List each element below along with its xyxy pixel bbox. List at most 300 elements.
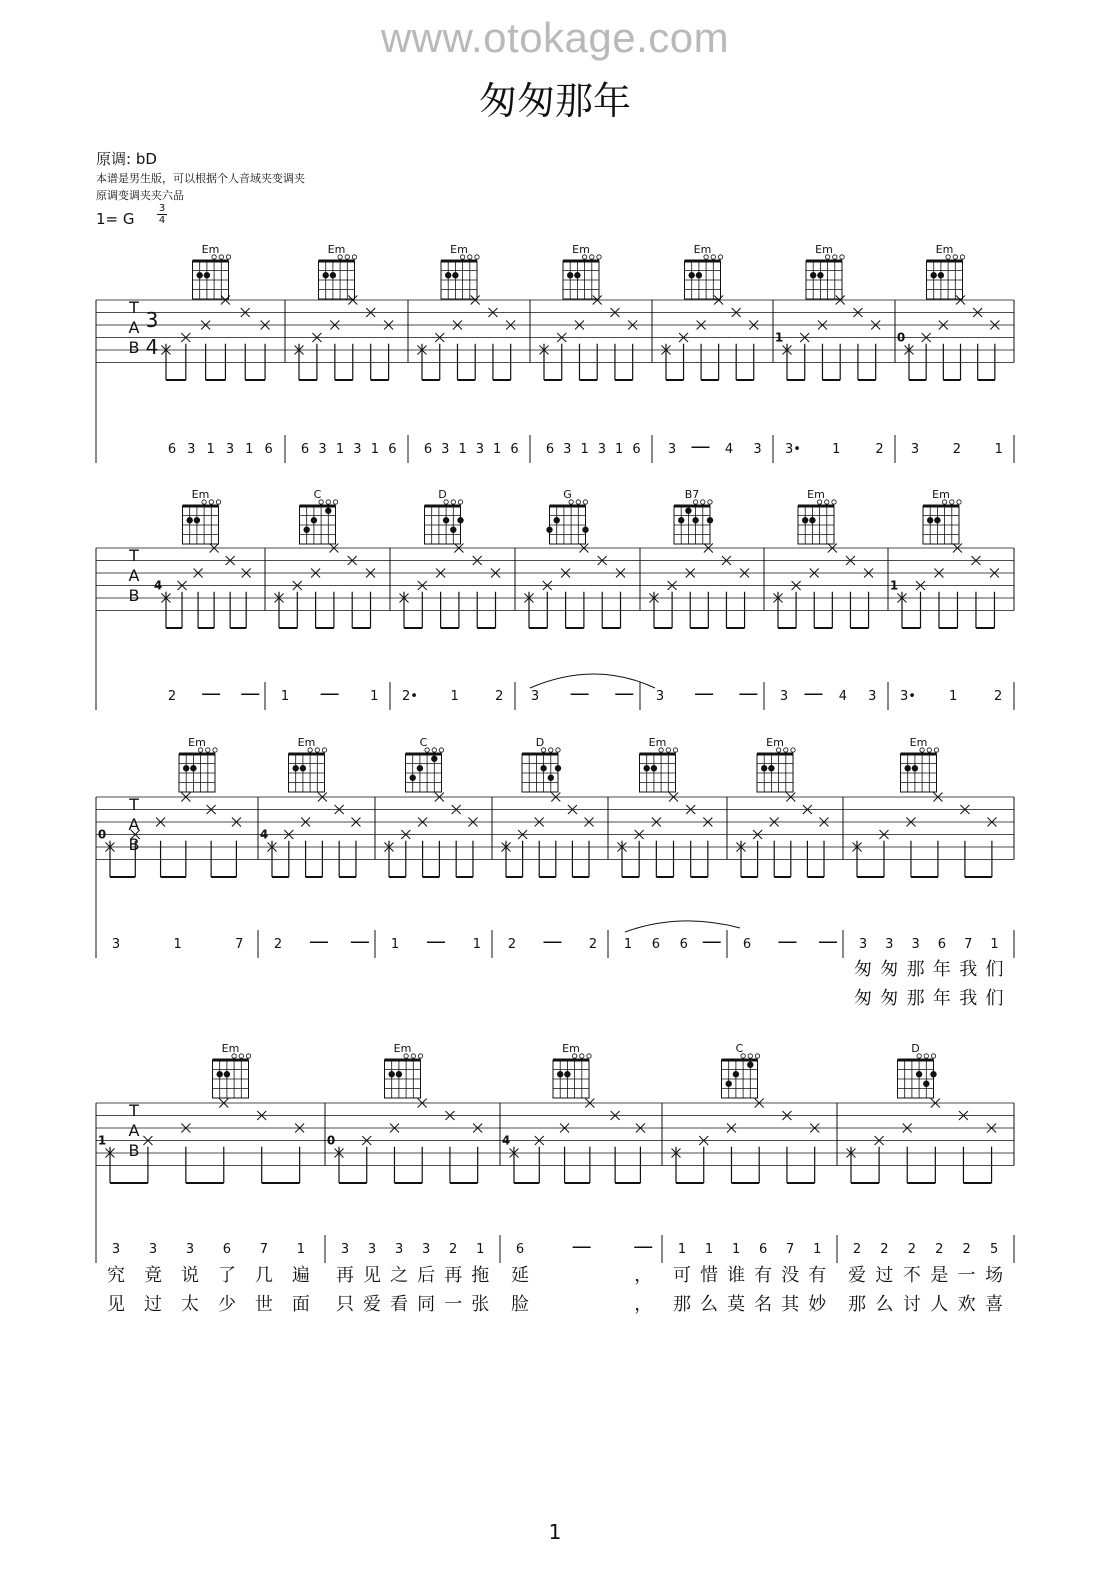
- jianpu-note: 3: [353, 442, 362, 457]
- song-title: 匆匆那年: [478, 79, 631, 123]
- chord-name: Em: [815, 243, 833, 256]
- chord-dot: [452, 272, 458, 278]
- open-string-marker: [345, 255, 349, 259]
- chord-diagram-em: [553, 1042, 591, 1098]
- chord-diagram-em: [563, 243, 601, 299]
- chord-diagram-em: [385, 1042, 423, 1098]
- lyric-char-line-1: 后: [417, 1265, 436, 1286]
- lyric-char-line-1: 匆: [854, 959, 872, 980]
- lyric-char-line-1: 年: [932, 959, 951, 980]
- chord-dot: [733, 1071, 739, 1077]
- lyric-char-line-2: 我: [959, 988, 978, 1009]
- chord-dot: [389, 1071, 395, 1077]
- chord-name: Em: [932, 488, 950, 501]
- jianpu-note: —: [614, 681, 635, 705]
- open-string-marker: [475, 255, 479, 259]
- lyric-char-line-2: 爱: [363, 1294, 382, 1315]
- lyric-char-line-2: 么: [875, 1294, 894, 1315]
- jianpu-note: 1: [335, 442, 345, 457]
- chord-dot: [726, 1081, 732, 1087]
- chord-dot: [396, 1071, 402, 1077]
- chord-dot: [224, 1071, 230, 1077]
- jianpu-note: 6: [742, 937, 752, 952]
- lyric-char-line-1: 们: [985, 959, 1004, 980]
- jianpu-note: —: [201, 681, 222, 705]
- jianpu-note: 3: [185, 1242, 195, 1257]
- jianpu-note: 6: [388, 442, 397, 457]
- jianpu-note: 3•: [900, 689, 916, 704]
- tab-letter-t: T: [129, 298, 139, 317]
- chord-name: Em: [297, 736, 316, 749]
- lyric-char-line-2: 那: [906, 988, 925, 1009]
- bass-fret-number: 0: [326, 1133, 336, 1148]
- chord-diagram-em: [179, 736, 217, 792]
- chord-dot: [574, 272, 580, 278]
- jianpu-note: 1: [245, 442, 254, 457]
- jianpu-note: —: [701, 929, 722, 953]
- chord-diagram-em: [289, 736, 327, 792]
- lyric-char-line-2: 只: [336, 1294, 354, 1315]
- chord-name: Em: [450, 243, 468, 256]
- tab-letter-b: B: [128, 1141, 140, 1160]
- jianpu-note: 6: [510, 442, 519, 457]
- chord-name: Em: [648, 736, 667, 749]
- jianpu-note: —: [738, 681, 759, 705]
- jianpu-note: 3: [563, 442, 572, 457]
- jianpu-note: 1: [948, 689, 958, 704]
- tab-letter-a: A: [128, 1121, 140, 1140]
- tab-letter-t: T: [129, 1101, 139, 1120]
- chord-name: C: [313, 488, 322, 501]
- open-string-marker: [556, 748, 560, 752]
- jianpu-note: 1: [990, 937, 999, 952]
- jianpu-note: 2: [962, 1242, 971, 1257]
- jianpu-note: 3: [597, 442, 607, 457]
- note-line-1: 本谱是男生版，可以根据个人音域夹变调夹: [96, 172, 305, 185]
- open-string-marker: [784, 748, 788, 752]
- lyric-char-line-1: 一: [957, 1265, 976, 1286]
- chord-dot: [555, 765, 561, 771]
- chord-dot: [916, 1071, 922, 1077]
- jianpu-note: 6: [300, 442, 310, 457]
- jianpu-note: 1: [731, 1242, 741, 1257]
- jianpu-note: 2: [880, 1242, 889, 1257]
- chord-name: Em: [807, 488, 825, 501]
- tie-arc: [625, 921, 740, 932]
- jianpu-note: —: [633, 1234, 654, 1258]
- open-string-marker: [206, 748, 210, 752]
- chord-name: Em: [572, 243, 590, 256]
- chord-dot: [190, 765, 196, 771]
- bass-fret-number: 0: [97, 827, 107, 842]
- chord-dot: [410, 775, 416, 781]
- chord-dot: [768, 765, 774, 771]
- jianpu-note: 3: [422, 1242, 431, 1257]
- jianpu-note: 2: [449, 1242, 458, 1257]
- jianpu-note: 3: [441, 442, 450, 457]
- jianpu-note: 4: [838, 689, 848, 704]
- jianpu-note: 2: [588, 937, 598, 952]
- jianpu-note: —: [571, 1234, 592, 1258]
- chord-dot: [912, 765, 918, 771]
- chord-diagram-em: [183, 488, 221, 544]
- lyric-char-line-2: 看: [390, 1294, 409, 1315]
- lyric-char-line-1: 爱: [848, 1265, 866, 1286]
- chord-dot: [293, 765, 299, 771]
- lyric-char-line-1: 谁: [727, 1265, 746, 1286]
- tab-timesig-bottom: 4: [145, 335, 159, 359]
- lyric-char-line-1: 究: [107, 1265, 125, 1286]
- jianpu-note: —: [569, 681, 590, 705]
- chord-dot: [450, 527, 456, 533]
- open-string-marker: [597, 255, 601, 259]
- jianpu-note: 3: [655, 689, 665, 704]
- jianpu-note: 1: [832, 442, 841, 457]
- bass-fret-number: 4: [259, 827, 269, 842]
- chord-name: Em: [188, 736, 206, 749]
- ts-bottom: 4: [158, 215, 166, 226]
- tie-arc: [530, 674, 655, 688]
- chord-diagram-em: [923, 488, 961, 544]
- jianpu-note: 1: [450, 689, 459, 704]
- chord-name: Em: [562, 1042, 580, 1055]
- jianpu-note: 1: [813, 1242, 822, 1257]
- chord-name: B7: [684, 488, 700, 501]
- lyric-char-line-1: 之: [390, 1265, 409, 1286]
- jianpu-note: 3: [530, 689, 540, 704]
- chord-dot: [564, 1071, 570, 1077]
- open-string-marker: [209, 500, 213, 504]
- chord-dot: [445, 272, 451, 278]
- tab-timesig-top: 3: [145, 308, 159, 332]
- jianpu-note: —: [817, 929, 838, 953]
- jianpu-note: 2: [273, 937, 283, 952]
- jianpu-note: 3: [910, 442, 920, 457]
- chord-diagram-em: [319, 243, 357, 299]
- chord-dot: [810, 272, 816, 278]
- system-3: [96, 736, 1014, 1009]
- open-string-marker: [755, 1054, 759, 1058]
- jianpu-note: 6: [264, 442, 273, 457]
- open-string-marker: [432, 748, 436, 752]
- chord-dot: [311, 517, 317, 523]
- chord-dot: [546, 527, 552, 533]
- chord-dot: [689, 272, 695, 278]
- lyric-char-line-1: 有: [808, 1265, 827, 1286]
- chord-diagram-d: [425, 488, 464, 544]
- jianpu-note: 6: [679, 937, 688, 952]
- jianpu-note: 2: [875, 442, 884, 457]
- chord-dot: [548, 775, 554, 781]
- jianpu-note: —: [349, 929, 370, 953]
- jianpu-note: 1: [623, 937, 633, 952]
- lyric-char-line-2: 其: [781, 1294, 800, 1315]
- chord-name: Em: [201, 243, 220, 256]
- chord-name: D: [535, 736, 545, 749]
- jianpu-note: 6: [515, 1242, 525, 1257]
- jianpu-note: 6: [937, 937, 947, 952]
- jianpu-note: 3: [868, 689, 877, 704]
- chord-dot: [817, 272, 823, 278]
- open-string-marker: [960, 255, 964, 259]
- chord-name: Em: [221, 1042, 240, 1055]
- open-string-marker: [451, 500, 455, 504]
- jianpu-note: —: [308, 929, 329, 953]
- jianpu-note: 2: [907, 1242, 916, 1257]
- jianpu-note: 1: [370, 442, 380, 457]
- lyric-char-line-1: ，: [634, 1265, 653, 1286]
- lyric-char-line-2: 讨: [902, 1294, 921, 1315]
- jianpu-note: 2: [495, 689, 504, 704]
- jianpu-note: 7: [259, 1242, 269, 1257]
- chord-diagram-c: [722, 1042, 760, 1098]
- open-string-marker: [219, 255, 223, 259]
- chord-diagram-em: [757, 736, 795, 792]
- lyric-char-line-2: 过: [143, 1294, 162, 1315]
- jianpu-note: 2: [852, 1242, 862, 1257]
- tab-letter-t: T: [129, 795, 139, 814]
- open-string-marker: [924, 1054, 928, 1058]
- chord-dot: [809, 517, 815, 523]
- jianpu-note: —: [694, 681, 715, 705]
- jianpu-note: 3: [911, 937, 920, 952]
- jianpu-note: 3: [187, 442, 196, 457]
- open-string-marker: [213, 748, 217, 752]
- ts-top: 3: [158, 203, 166, 214]
- chord-diagram-d: [522, 736, 561, 792]
- chord-dot: [934, 517, 940, 523]
- chord-dot: [330, 272, 336, 278]
- jianpu-note: 2: [952, 442, 962, 457]
- chord-dot: [707, 517, 713, 523]
- lyric-char-line-1: 匆: [880, 959, 899, 980]
- open-string-marker: [953, 255, 957, 259]
- jianpu-note: 3: [779, 689, 789, 704]
- chord-dot: [931, 272, 937, 278]
- page-number: 1: [548, 1520, 562, 1544]
- bass-fret-number: 1: [774, 330, 784, 345]
- tab-letter-b: B: [128, 338, 140, 357]
- original-key: 原调: bD: [96, 150, 157, 168]
- chord-name: C: [735, 1042, 744, 1055]
- tab-letter-a: A: [128, 318, 140, 337]
- lyric-char-line-2: 年: [932, 988, 951, 1009]
- bass-fret-number: 4: [153, 578, 163, 593]
- jianpu-note: 1: [472, 937, 482, 952]
- lyric-char-line-2: 那: [848, 1294, 866, 1315]
- chord-dot: [187, 517, 193, 523]
- jianpu-note: 3: [225, 442, 235, 457]
- jianpu-note: 6: [632, 442, 641, 457]
- chord-dot: [557, 1071, 563, 1077]
- open-string-marker: [748, 1054, 752, 1058]
- bass-fret-number: 4: [501, 1133, 511, 1148]
- open-string-marker: [711, 255, 715, 259]
- lyric-char-line-2: 面: [291, 1294, 310, 1315]
- lyric-char-line-2: 匆: [854, 988, 872, 1009]
- chord-dot: [554, 517, 560, 523]
- key-signature: 1= G: [96, 210, 135, 228]
- open-string-marker: [718, 255, 722, 259]
- open-string-marker: [239, 1054, 243, 1058]
- jianpu-note: 6: [423, 442, 433, 457]
- jianpu-note: 3: [475, 442, 485, 457]
- lyric-char-line-2: 妙: [808, 1294, 827, 1315]
- chord-diagram-em: [798, 488, 836, 544]
- jianpu-note: —: [319, 681, 340, 705]
- open-string-marker: [458, 500, 462, 504]
- chord-diagram-em: [806, 243, 844, 299]
- jianpu-note: 3: [753, 442, 762, 457]
- chord-dot: [540, 765, 546, 771]
- lyric-char-line-2: 喜: [985, 1294, 1004, 1315]
- open-string-marker: [439, 748, 443, 752]
- jianpu-note: 2: [507, 937, 517, 952]
- chord-dot: [204, 272, 210, 278]
- lyric-char-line-1: 再: [336, 1265, 354, 1286]
- lyric-char-line-2: 莫: [727, 1294, 746, 1315]
- open-string-marker: [587, 1054, 591, 1058]
- jianpu-note: 7: [964, 937, 973, 952]
- jianpu-note: 1: [173, 937, 182, 952]
- system-2: [96, 488, 1014, 710]
- note-line-2: 原调变调夹夹六品: [96, 189, 184, 202]
- chord-diagram-c: [300, 488, 338, 544]
- lyric-char-line-1: 说: [180, 1265, 199, 1286]
- open-string-marker: [576, 500, 580, 504]
- chord-name: Em: [766, 736, 784, 749]
- open-string-marker: [216, 500, 220, 504]
- chord-dot: [747, 1062, 753, 1068]
- chord-dot: [927, 517, 933, 523]
- bass-fret-number: 1: [97, 1133, 107, 1148]
- tab-letter-b: B: [128, 835, 140, 854]
- chord-dot: [923, 1081, 929, 1087]
- jianpu-note: 1: [390, 937, 400, 952]
- jianpu-note: —: [803, 681, 824, 705]
- chord-diagram-em: [901, 736, 939, 792]
- chord-name: G: [563, 488, 572, 501]
- jianpu-note: 1: [994, 442, 1003, 457]
- lyric-char-line-1: 遍: [291, 1265, 310, 1286]
- tab-letter-a: A: [128, 815, 140, 834]
- chord-dot: [183, 765, 189, 771]
- chord-name: D: [911, 1042, 920, 1055]
- chord-name: Em: [393, 1042, 412, 1055]
- jianpu-note: —: [690, 434, 711, 458]
- chord-dot: [431, 756, 437, 762]
- chord-dot: [457, 517, 463, 523]
- jianpu-note: 3: [667, 442, 677, 457]
- chord-dot: [194, 517, 200, 523]
- open-string-marker: [226, 255, 230, 259]
- lyric-char-line-1: 可: [673, 1265, 691, 1286]
- tab-letter-a: A: [128, 566, 140, 585]
- chord-name: D: [438, 488, 447, 501]
- lyric-char-line-1: 是: [930, 1265, 949, 1286]
- lyric-char-line-2: 匆: [880, 988, 899, 1009]
- chord-name: Em: [693, 243, 712, 256]
- lyric-char-line-1: 有: [754, 1265, 773, 1286]
- jianpu-note: 1: [580, 442, 589, 457]
- lyric-char-line-1: 那: [906, 959, 925, 980]
- chord-dot: [685, 508, 691, 514]
- lyric-char-line-1: 了: [217, 1265, 236, 1286]
- open-string-marker: [927, 748, 931, 752]
- tab-letter-t: T: [129, 546, 139, 565]
- jianpu-note: 7: [235, 937, 244, 952]
- jianpu-note: 3: [148, 1242, 158, 1257]
- jianpu-note: 3: [394, 1242, 404, 1257]
- jianpu-note: 6: [167, 442, 177, 457]
- lyric-char-line-1: 再: [444, 1265, 463, 1286]
- chord-dot: [802, 517, 808, 523]
- chord-name: Em: [909, 736, 928, 749]
- bass-fret-number: 1: [889, 578, 899, 593]
- watermark: www.otokage.com: [380, 14, 730, 61]
- lyric-char-line-1: 惜: [700, 1265, 719, 1286]
- chord-dot: [417, 765, 423, 771]
- lyric-char-line-1: 不: [902, 1265, 921, 1286]
- lyric-char-line-2: 张: [471, 1294, 490, 1315]
- lyric-char-line-2: 世: [254, 1294, 273, 1315]
- lyric-char-line-1: 场: [985, 1265, 1004, 1286]
- jianpu-note: 3: [885, 937, 894, 952]
- chord-dot: [930, 1071, 936, 1077]
- chord-dot: [644, 765, 650, 771]
- chord-dot: [905, 765, 911, 771]
- open-string-marker: [315, 748, 319, 752]
- jianpu-note: 1: [280, 689, 290, 704]
- open-string-marker: [322, 748, 326, 752]
- system-4: [96, 1042, 1014, 1315]
- system-1: [96, 243, 1014, 463]
- lyric-char-line-2: 同: [417, 1294, 436, 1315]
- jianpu-note: —: [240, 681, 261, 705]
- open-string-marker: [326, 500, 330, 504]
- chord-diagram-em: [685, 243, 723, 299]
- jianpu-note: 3: [111, 1242, 121, 1257]
- jianpu-note: 3: [858, 937, 868, 952]
- chord-dot: [443, 517, 449, 523]
- lyric-char-line-2: 人: [930, 1294, 949, 1315]
- chord-dot: [696, 272, 702, 278]
- open-string-marker: [673, 748, 677, 752]
- lyric-char-line-2: ，: [634, 1294, 653, 1315]
- lyric-char-line-1: 过: [875, 1265, 894, 1286]
- chord-diagram-em: [213, 1042, 251, 1098]
- chord-dot: [323, 272, 329, 278]
- chord-dot: [938, 272, 944, 278]
- chord-dot: [678, 517, 684, 523]
- lyric-char-line-2: 太: [180, 1294, 199, 1315]
- lyric-char-line-2: 见: [107, 1294, 125, 1315]
- lyric-char-line-1: 拖: [471, 1265, 490, 1286]
- jianpu-note: 1: [704, 1242, 714, 1257]
- open-string-marker: [931, 1054, 935, 1058]
- jianpu-note: —: [425, 929, 446, 953]
- open-string-marker: [333, 500, 337, 504]
- open-string-marker: [580, 1054, 584, 1058]
- jianpu-note: 1: [206, 442, 215, 457]
- chord-diagram-d: [898, 1042, 937, 1098]
- chord-dot: [304, 527, 310, 533]
- jianpu-note: 1: [493, 442, 502, 457]
- open-string-marker: [418, 1054, 422, 1058]
- open-string-marker: [840, 255, 844, 259]
- jianpu-note: —: [542, 929, 563, 953]
- jianpu-note: 2: [935, 1242, 944, 1257]
